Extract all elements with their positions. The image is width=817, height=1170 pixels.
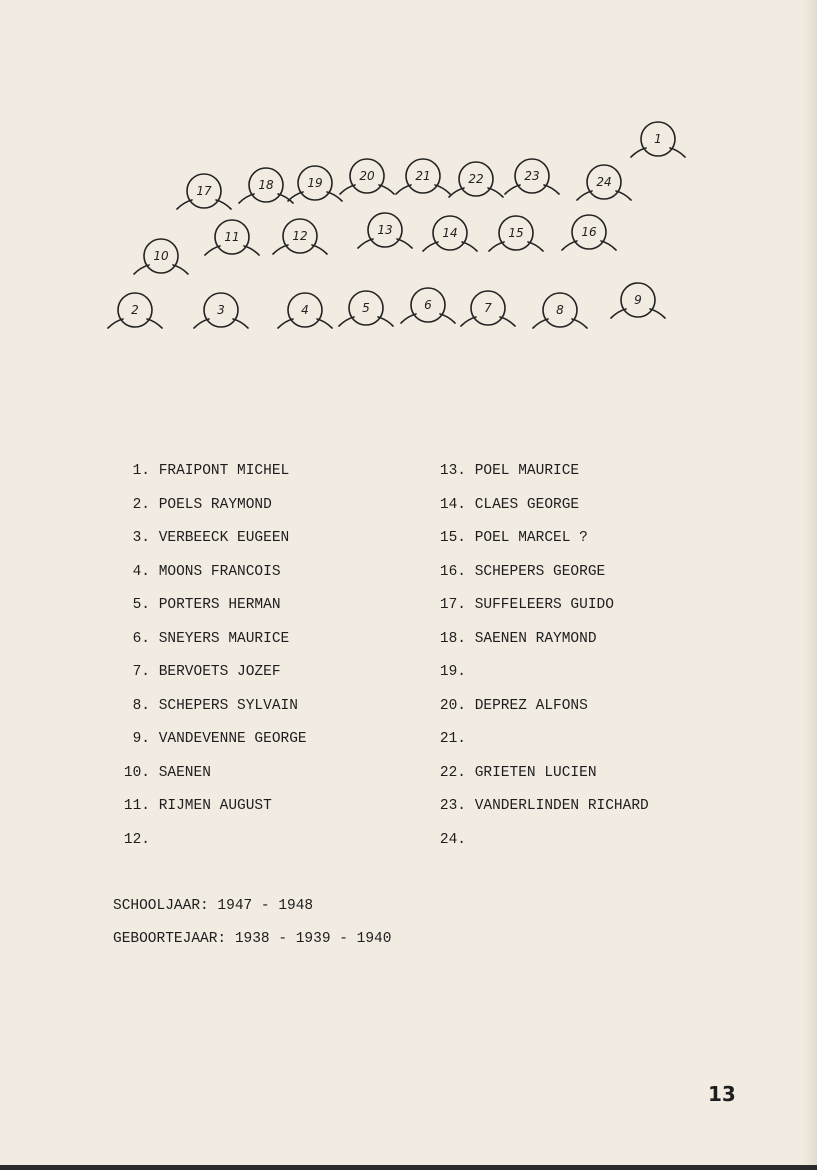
name-list-item xyxy=(110,663,307,697)
seat-number-label: 23 xyxy=(524,169,540,183)
name-list-item xyxy=(110,764,307,798)
name-list-item xyxy=(426,630,649,664)
schooljaar-line: SCHOOLJAAR: 1947 - 1948 xyxy=(113,898,314,914)
name-number: 13. xyxy=(439,463,466,479)
person-name: CLAES GEORGE xyxy=(466,496,580,513)
name-list-item xyxy=(110,697,307,731)
person-name: SAENEN RAYMOND xyxy=(466,630,597,647)
seat-7 xyxy=(461,291,515,326)
seat-3 xyxy=(194,293,248,328)
name-list-item xyxy=(426,529,649,563)
name-number: 18. xyxy=(439,630,466,647)
seat-20 xyxy=(340,159,394,194)
seat-number-label: 22 xyxy=(468,172,484,186)
seat-15 xyxy=(489,216,543,251)
name-number: 19. xyxy=(439,664,466,680)
seat-number-label: 15 xyxy=(508,226,524,240)
name-number: 22. xyxy=(439,764,466,781)
name-list-item xyxy=(110,831,307,865)
name-number: 7. xyxy=(132,664,150,680)
name-number: 3. xyxy=(132,530,150,546)
name-list-item xyxy=(110,596,307,630)
person-name: POELS RAYMOND xyxy=(150,496,272,513)
seat-18 xyxy=(239,168,293,203)
seat-number-label: 10 xyxy=(153,249,169,263)
name-number: 24. xyxy=(439,831,466,848)
person-name: PORTERS HERMAN xyxy=(150,597,281,613)
name-list-item xyxy=(426,764,649,798)
seat-16 xyxy=(562,215,616,250)
person-name: MOONS FRANCOIS xyxy=(150,563,281,580)
name-list-item xyxy=(426,797,649,831)
seat-2 xyxy=(108,293,162,328)
name-number: 12. xyxy=(123,831,150,848)
person-name: SNEYERS MAURICE xyxy=(150,630,290,647)
seat-number-label: 13 xyxy=(377,223,393,237)
seat-5 xyxy=(339,291,393,326)
name-list-item xyxy=(110,529,307,563)
name-list-item xyxy=(426,496,649,530)
seat-11 xyxy=(205,220,259,255)
seating-diagram xyxy=(0,0,817,360)
seat-10 xyxy=(134,239,188,274)
name-number: 16. xyxy=(439,563,466,580)
name-list-item xyxy=(426,663,649,697)
name-number: 15. xyxy=(439,530,466,546)
seat-number-label: 21 xyxy=(415,169,431,183)
name-number: 20. xyxy=(439,697,466,714)
seat-14 xyxy=(423,216,477,251)
seat-number-label: 16 xyxy=(581,225,597,239)
person-name: BERVOETS JOZEF xyxy=(150,664,281,680)
person-name: SAENEN xyxy=(150,764,211,781)
seat-12 xyxy=(273,219,327,254)
person-name: GRIETEN LUCIEN xyxy=(466,764,597,781)
page-number: 13 xyxy=(708,1082,736,1106)
seat-number-label: 12 xyxy=(292,229,308,243)
name-list-item xyxy=(110,563,307,597)
geboortejaar-line: GEBOORTEJAAR: 1938 - 1939 - 1940 xyxy=(113,931,392,947)
names-list-right xyxy=(426,462,649,864)
seat-number-label: 14 xyxy=(442,226,458,240)
seat-number-label: 1 xyxy=(654,132,662,146)
seat-19 xyxy=(288,166,342,201)
name-number: 10. xyxy=(123,764,150,781)
person-name: POEL MAURICE xyxy=(466,463,580,479)
seat-21 xyxy=(396,159,450,194)
seat-number-label: 19 xyxy=(307,176,323,190)
seat-24 xyxy=(577,165,631,200)
person-name: SUFFELEERS GUIDO xyxy=(466,597,614,613)
seat-23 xyxy=(505,159,559,194)
name-number: 2. xyxy=(132,496,150,513)
name-number: 9. xyxy=(132,731,150,747)
name-list-item xyxy=(426,831,649,865)
name-list-item xyxy=(110,630,307,664)
seat-number-label: 5 xyxy=(362,301,370,315)
name-number: 14. xyxy=(439,496,466,513)
name-number: 11. xyxy=(123,798,150,814)
seat-number-label: 2 xyxy=(131,303,139,317)
name-number: 5. xyxy=(132,597,150,613)
person-name: SCHEPERS GEORGE xyxy=(466,563,606,580)
person-name: SCHEPERS SYLVAIN xyxy=(150,697,298,714)
seat-4 xyxy=(278,293,332,328)
seat-number-label: 24 xyxy=(596,175,612,189)
name-number: 17. xyxy=(439,597,466,613)
seat-number-label: 17 xyxy=(196,184,212,198)
name-list-item xyxy=(426,462,649,496)
name-number: 1. xyxy=(132,463,150,479)
seat-22 xyxy=(449,162,503,197)
seat-13 xyxy=(358,213,412,248)
name-number: 23. xyxy=(439,798,466,814)
seat-number-label: 7 xyxy=(484,301,492,315)
seat-17 xyxy=(177,174,231,209)
seat-number-label: 3 xyxy=(217,303,225,317)
name-number: 6. xyxy=(132,630,150,647)
seat-6 xyxy=(401,288,455,323)
name-list-item xyxy=(110,797,307,831)
name-number: 8. xyxy=(132,697,150,714)
seat-number-label: 9 xyxy=(634,293,642,307)
seat-number-label: 4 xyxy=(301,303,309,317)
name-list-item xyxy=(426,563,649,597)
person-name: RIJMEN AUGUST xyxy=(150,798,272,814)
person-name: FRAIPONT MICHEL xyxy=(150,463,290,479)
seat-9 xyxy=(611,283,665,318)
page-bottom-border xyxy=(0,1165,817,1170)
seat-number-label: 6 xyxy=(424,298,432,312)
name-list-item xyxy=(426,730,649,764)
name-list-item xyxy=(110,462,307,496)
person-name: DEPREZ ALFONS xyxy=(466,697,588,714)
person-name: VANDERLINDEN RICHARD xyxy=(466,798,649,814)
person-name: POEL MARCEL ? xyxy=(466,530,588,546)
name-list-item xyxy=(110,496,307,530)
name-number: 21. xyxy=(439,731,466,747)
seat-number-label: 18 xyxy=(258,178,274,192)
name-list-item xyxy=(426,596,649,630)
name-list-item xyxy=(110,730,307,764)
seat-8 xyxy=(533,293,587,328)
seat-number-label: 8 xyxy=(556,303,564,317)
person-name: VANDEVENNE GEORGE xyxy=(150,731,307,747)
name-list-item xyxy=(426,697,649,731)
seat-number-label: 20 xyxy=(359,169,375,183)
names-list-left xyxy=(110,462,307,864)
seat-number-label: 11 xyxy=(224,230,240,244)
seat-1 xyxy=(631,122,685,157)
person-name: VERBEECK EUGEEN xyxy=(150,530,290,546)
name-number: 4. xyxy=(132,563,150,580)
